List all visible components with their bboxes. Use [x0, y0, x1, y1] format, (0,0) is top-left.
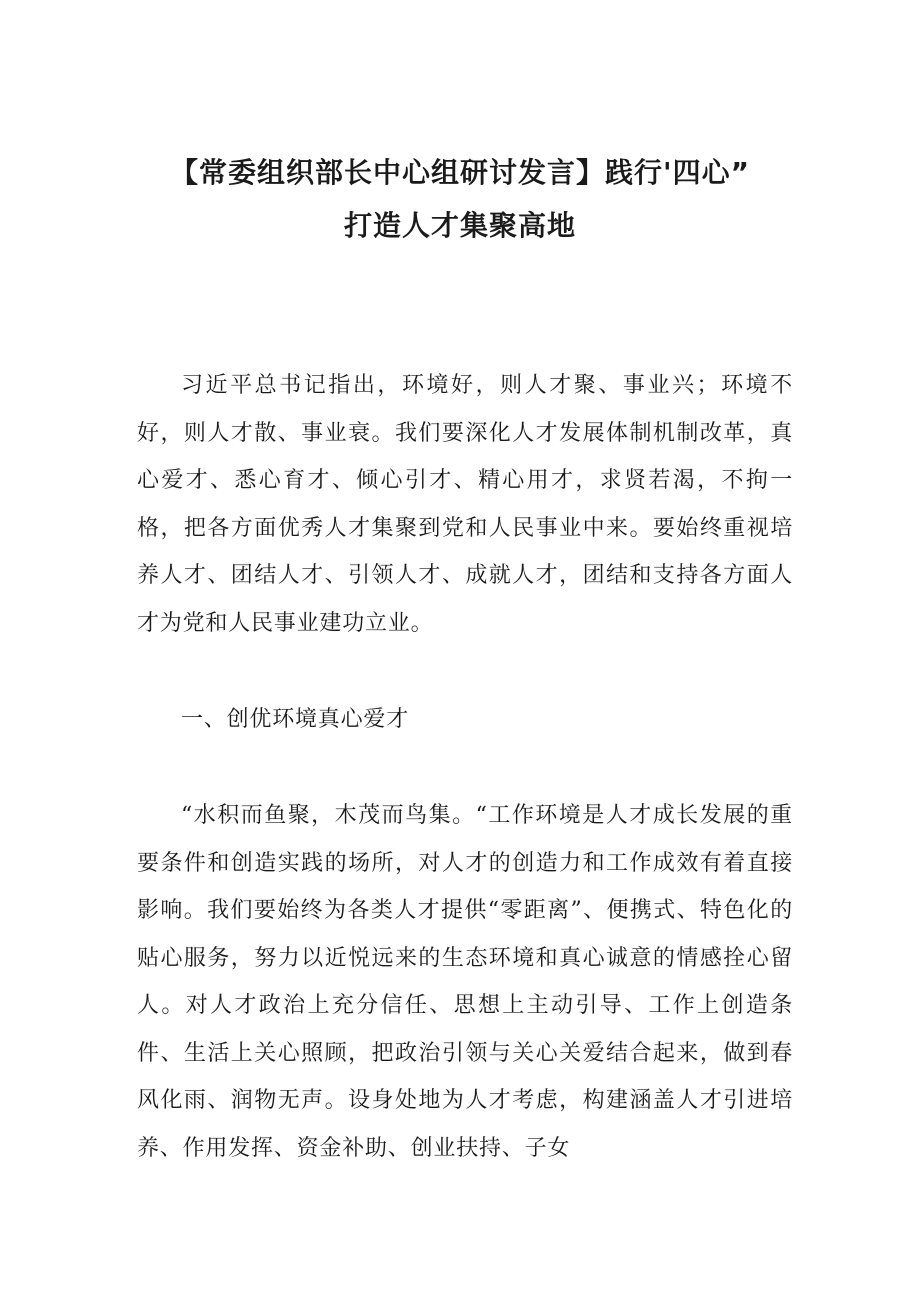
document-title-line-1: 【常委组织部长中心组研讨发言】践行'四心”: [170, 156, 750, 189]
section-paragraph: “水积而鱼聚，木茂而鸟集。“工作环境是人才成长发展的重要条件和创造实践的场所，对人才的创造力和工作成效有着直接影响。我们要始终为各类人才提供“零距离”、便携式、特色化的贴心服务，努力以近悦远来的生态环境和真心诚意的情感拴心留人。对人才政治上充分信任、思想上主动引导、工作上创造条件、生活上关心照顾，把政治引领与关心关爱结合起来，做到春风化雨、润物无声。设身处地为人才考虑，构建涵盖人才引进培养、作用发挥、资金补助、创业扶持、子女: [137, 803, 793, 1161]
section-heading: 一、创优环境真心爱才: [181, 707, 410, 732]
document-title-line-2: 打造人才集聚高地: [343, 209, 576, 242]
intro-paragraph: 习近平总书记指出，环境好，则人才聚、事业兴；环境不好，则人才散、事业衰。我们要深化人才发展体制机制改革，真心爱才、悉心育才、倾心引才、精心用才，求贤若渴，不拘一格，把各方面优秀人才集聚到党和人民事业中来。要始终重视培养人才、团结人才、引领人才、成就人才，团结和支持各方面人才为党和人民事业建功立业。: [137, 373, 793, 636]
